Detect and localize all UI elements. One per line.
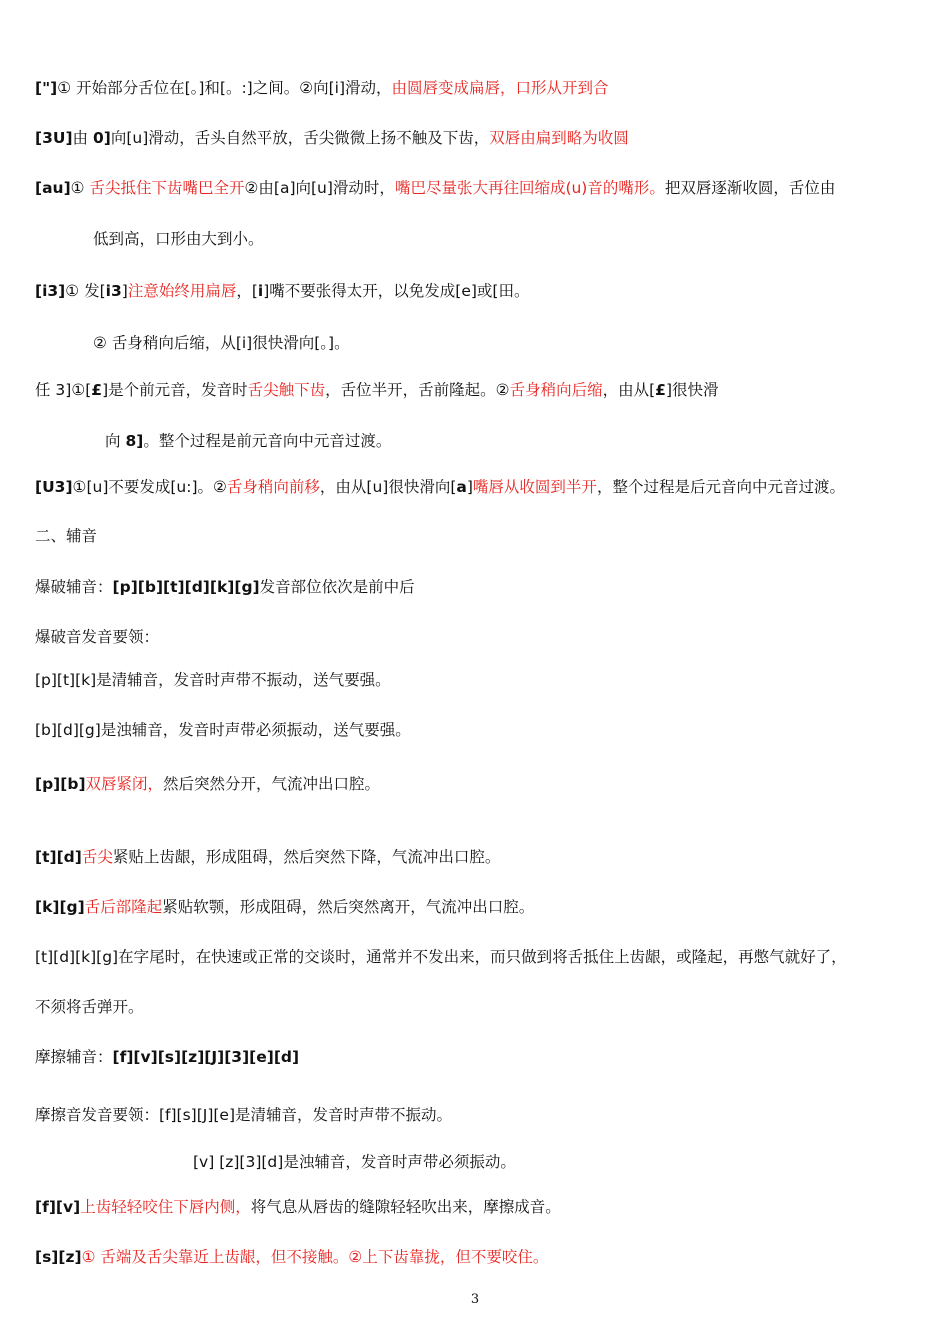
text-line bbox=[35, 525, 97, 547]
text-line bbox=[35, 476, 845, 498]
text-segment: 由 bbox=[72, 129, 93, 147]
highlighted-text: 注意始终用扁唇 bbox=[127, 282, 237, 300]
text-segment: [v] [z][3][d]是浊辅音，发音时声带必须振动。 bbox=[193, 1153, 516, 1171]
text-segment: ，由从[ bbox=[602, 381, 656, 399]
text-segment: 任 3]①[ bbox=[35, 381, 92, 399]
text-segment: ①[u]不要发成[u:]。② bbox=[72, 478, 227, 496]
text-line bbox=[35, 379, 719, 401]
text-segment: 二、辅音 bbox=[35, 527, 98, 545]
bold-term: [t][d] bbox=[35, 848, 82, 866]
text-line bbox=[35, 1046, 299, 1068]
text-line bbox=[35, 669, 391, 691]
bold-term: [p][b] bbox=[35, 775, 86, 793]
highlighted-text: 舌尖触下齿 bbox=[247, 381, 326, 399]
bold-term: 8] bbox=[125, 432, 144, 450]
bold-term: [k][g] bbox=[35, 898, 85, 916]
highlighted-text: 嘴巴尽量张大再往回缩成(u)音的嘴形。 bbox=[394, 179, 665, 197]
text-segment: [p][t][k]是清辅音，发音时声带不振动，送气要强。 bbox=[35, 671, 391, 689]
text-segment: [b][d][g]是浊辅音，发音时声带必须振动，送气要强。 bbox=[35, 721, 411, 739]
bold-term: £ bbox=[91, 381, 103, 399]
bold-term: £ bbox=[655, 381, 666, 399]
bold-term: i3 bbox=[105, 282, 122, 300]
text-line bbox=[35, 626, 159, 648]
text-line bbox=[35, 1104, 452, 1126]
text-line bbox=[93, 228, 264, 250]
highlighted-text: 舌后部隆起 bbox=[84, 898, 163, 916]
text-segment: 紧贴上齿龈，形成阻碍，然后突然下降，气流冲出口腔。 bbox=[112, 848, 501, 866]
highlighted-text: 由圆唇变成扁唇，口形从开到合 bbox=[391, 79, 609, 97]
text-segment: 向[u]滑动，舌头自然平放，舌尖微微上扬不触及下齿， bbox=[110, 129, 490, 147]
text-segment: 将气息从唇齿的缝隙轻轻吹出来，摩擦成音。 bbox=[250, 1198, 561, 1216]
highlighted-text: 嘴唇从收圆到半开 bbox=[472, 478, 597, 496]
text-segment: 不须将舌弹开。 bbox=[35, 998, 144, 1016]
text-line bbox=[35, 1196, 561, 1218]
text-line bbox=[35, 846, 500, 868]
bold-term: a bbox=[456, 478, 467, 496]
text-segment: ]很快滑 bbox=[665, 381, 719, 399]
bold-term: i bbox=[257, 282, 264, 300]
text-line bbox=[35, 280, 529, 302]
highlighted-text: 舌尖 bbox=[81, 848, 113, 866]
text-segment: 摩擦音发音要领：[f][s][J][e]是清辅音，发音时声带不振动。 bbox=[35, 1106, 453, 1124]
highlighted-text: 舌身稍向后缩 bbox=[509, 381, 603, 399]
text-line bbox=[35, 77, 609, 99]
text-segment: ]嘴不要张得太开，以免发成[e]或[田。 bbox=[263, 282, 530, 300]
highlighted-text: 双唇紧闭， bbox=[85, 775, 164, 793]
highlighted-text: 双唇由扁到略为收圆 bbox=[489, 129, 629, 147]
bold-term: [f][v] bbox=[35, 1198, 81, 1216]
text-segment: 紧贴软颚，形成阻碍，然后突然离开，气流冲出口腔。 bbox=[162, 898, 535, 916]
text-segment: 低到高，口形由大到小。 bbox=[93, 230, 264, 248]
text-line bbox=[35, 1246, 548, 1268]
text-segment: ① bbox=[70, 179, 90, 197]
text-line bbox=[35, 896, 534, 918]
text-segment: ] bbox=[466, 478, 473, 496]
bold-term: [3U] bbox=[35, 129, 73, 147]
text-segment: 然后突然分开，气流冲出口腔。 bbox=[163, 775, 381, 793]
bold-term: 0] bbox=[92, 129, 111, 147]
text-segment: ]是个前元音，发音时 bbox=[102, 381, 248, 399]
text-line bbox=[35, 719, 411, 741]
bold-term: ["] bbox=[35, 79, 58, 97]
text-segment: 爆破辅音： bbox=[35, 578, 113, 596]
text-segment: 爆破音发音要领： bbox=[35, 628, 160, 646]
text-segment: ① 开始部分舌位在[。]和[。:]之间。②向[i]滑动， bbox=[57, 79, 392, 97]
text-segment: 向 bbox=[105, 432, 126, 450]
text-segment: 。整个过程是前元音向中元音过渡。 bbox=[143, 432, 392, 450]
bold-term: [au] bbox=[35, 179, 71, 197]
text-line bbox=[93, 332, 350, 354]
highlighted-text: 舌尖抵住下齿嘴巴全开 bbox=[89, 179, 245, 197]
text-segment: ① 发[ bbox=[65, 282, 106, 300]
highlighted-text: ① 舌端及舌尖靠近上齿龈，但不接触。②上下齿靠拢，但不要咬住。 bbox=[81, 1248, 549, 1266]
highlighted-text: 舌身稍向前移 bbox=[226, 478, 320, 496]
text-segment: 摩擦辅音： bbox=[35, 1048, 113, 1066]
text-segment: ，由从[u]很快滑向[ bbox=[319, 478, 457, 496]
text-segment: 把双唇逐渐收圆，舌位由 bbox=[664, 179, 836, 197]
text-segment: ] bbox=[121, 282, 128, 300]
bold-term: [U3] bbox=[35, 478, 73, 496]
text-line bbox=[35, 773, 380, 795]
text-line bbox=[35, 127, 629, 149]
text-segment: ，整个过程是后元音向中元音过渡。 bbox=[596, 478, 845, 496]
text-segment: ，[ bbox=[236, 282, 258, 300]
text-line bbox=[35, 946, 847, 968]
text-line bbox=[35, 177, 835, 199]
bold-term: [p][b][t][d][k][g] bbox=[112, 578, 260, 596]
text-segment: 发音部位依次是前中后 bbox=[259, 578, 415, 596]
text-segment: ②由[a]向[u]滑动时， bbox=[244, 179, 395, 197]
highlighted-text: 上齿轻轻咬住下唇内侧， bbox=[80, 1198, 251, 1216]
bold-term: [s][z] bbox=[35, 1248, 82, 1266]
bold-term: [f][v][s][z][J][3][e][d] bbox=[112, 1048, 300, 1066]
text-segment: ，舌位半开，舌前隆起。② bbox=[325, 381, 510, 399]
text-line bbox=[193, 1151, 516, 1173]
bold-term: [i3] bbox=[35, 282, 66, 300]
text-segment: ② 舌身稍向后缩，从[i]很快滑向[。]。 bbox=[93, 334, 350, 352]
text-line bbox=[35, 996, 144, 1018]
page-number: 3 bbox=[470, 1292, 480, 1307]
text-line bbox=[105, 430, 391, 452]
text-segment: [t][d][k][g]在字尾时，在快速或正常的交谈时，通常并不发出来，而只做到将舌抵住上齿龈，或隆起，再憋气就好了， bbox=[35, 948, 847, 966]
text-line bbox=[35, 576, 415, 598]
